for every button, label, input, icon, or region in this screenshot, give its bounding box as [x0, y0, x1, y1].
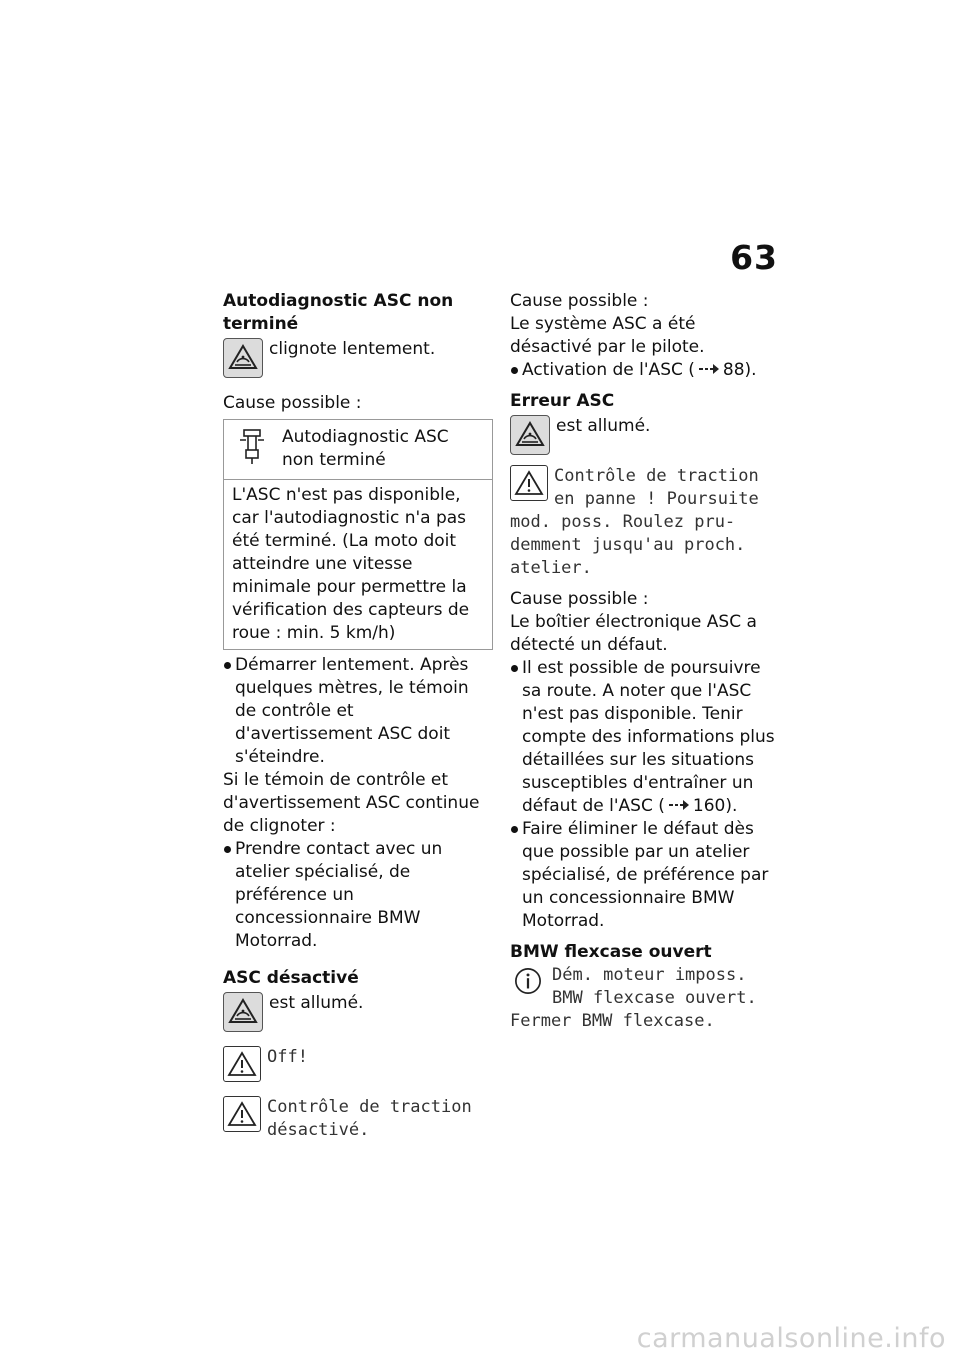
indicator-row-asc-error	[510, 415, 780, 455]
display-message-text: Off!	[267, 1047, 308, 1067]
display-message-line: en panne ! Poursuite	[554, 489, 759, 509]
cause-label: Cause possible :	[223, 393, 362, 413]
section-heading-asc-error: Erreur ASC	[510, 391, 615, 411]
display-message-line: Dém. moteur imposs.	[552, 965, 747, 985]
info-icon	[510, 964, 546, 998]
asc-warning-lamp-icon	[223, 992, 263, 1032]
left-column	[223, 290, 493, 1142]
list-item-text: Il est possible de poursuivre sa route. A noter que l'ASC n'est pas disponible. Tenir compte des informations plus détaillées sur les situations susceptibles d'entraîner un défaut de l'ASC (	[522, 658, 775, 816]
display-message-line: Fermer BMW flexcase.	[510, 1011, 715, 1031]
list-item-text: ).	[725, 796, 738, 816]
indicator-row-asc-off	[223, 992, 493, 1032]
display-message-off	[223, 1046, 493, 1082]
display-message-line: Contrôle de traction	[267, 1097, 472, 1117]
paragraph: Le boîtier électronique ASC a détecté un défaut.	[510, 612, 757, 655]
asc-warning-lamp-icon	[510, 415, 550, 455]
page-reference[interactable]: 88	[722, 360, 745, 380]
indicator-row-selftest	[223, 338, 493, 378]
info-table-header-text: Autodiagnostic ASC non terminé	[282, 427, 449, 470]
display-message-line: atelier.	[510, 558, 592, 578]
page-reference-arrow-icon	[698, 363, 720, 375]
paragraph: Le système ASC a été désactivé par le pilote.	[510, 314, 705, 357]
section-heading-asc-off: ASC désactivé	[223, 968, 359, 988]
list-item	[510, 657, 780, 818]
paragraph: Si le témoin de contrôle et d'avertissement ASC continue de clignoter :	[223, 770, 480, 836]
list-item	[510, 359, 780, 382]
info-table	[223, 419, 493, 650]
info-table-header	[224, 420, 492, 480]
list-item-text: Activation de l'ASC (	[522, 360, 695, 380]
display-message-traction-off	[223, 1096, 493, 1142]
display-message-flexcase	[510, 964, 780, 1033]
indicator-text: clignote lentement.	[269, 339, 436, 359]
display-message-traction-failure	[510, 465, 780, 580]
list-item: Faire éliminer le défaut dès que possible par un atelier spécialisé, de préférence par un concessionnaire BMW Motorrad.	[510, 818, 780, 933]
workshop-tool-icon	[238, 426, 274, 473]
display-message-line: demment jusqu'au proch.	[510, 535, 746, 555]
info-table-body: L'ASC n'est pas disponible, car l'autodiagnostic n'a pas été terminé. (La moto doit atteindre une vitesse minimale pour permettre la vérification des capteurs de roue : min. 5 km/h)	[232, 485, 470, 643]
warning-triangle-icon	[510, 465, 548, 501]
section-heading-asc-selftest: Autodiagnostic ASC non terminé	[223, 291, 454, 334]
warning-triangle-icon	[223, 1096, 261, 1132]
indicator-text: est allumé.	[269, 993, 364, 1013]
page-number: 63	[730, 238, 778, 277]
list-item: Démarrer lentement. Après quelques mètres, le témoin de contrôle et d'avertissement ASC doit s'éteindre.	[223, 654, 493, 769]
cause-label: Cause possible :	[510, 589, 649, 609]
warning-triangle-icon	[223, 1046, 261, 1082]
display-message-line: Contrôle de traction	[554, 466, 759, 486]
list-item: Prendre contact avec un atelier spécialisé, de préférence un concessionnaire BMW Motorrad.	[223, 838, 493, 953]
indicator-text: est allumé.	[556, 416, 651, 436]
display-message-line: désactivé.	[267, 1120, 370, 1140]
section-heading-flexcase: BMW flexcase ouvert	[510, 942, 712, 962]
display-message-line: BMW flexcase ouvert.	[552, 988, 757, 1008]
asc-warning-lamp-icon	[223, 338, 263, 378]
list-item-text: ).	[744, 360, 757, 380]
cause-label: Cause possible :	[510, 291, 649, 311]
page-reference[interactable]: 160	[692, 796, 726, 816]
page-reference-arrow-icon	[668, 799, 690, 811]
watermark: carmanualsonline.info	[636, 1323, 946, 1354]
right-column	[510, 290, 780, 1033]
display-message-line: mod. poss. Roulez pru-	[510, 512, 736, 532]
